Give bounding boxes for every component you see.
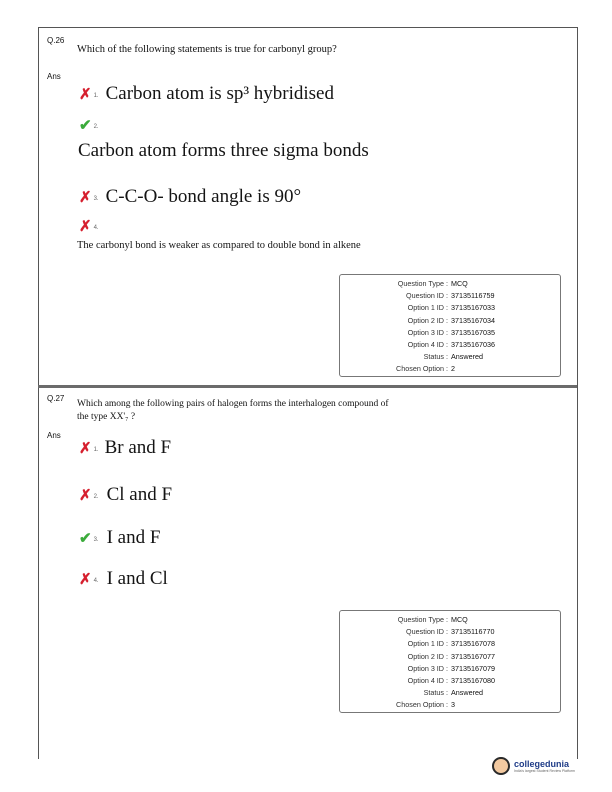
option-text: Br and F bbox=[104, 437, 172, 458]
option-text: I and F bbox=[106, 527, 161, 548]
option-text: C-C-O- bond angle is 90° bbox=[105, 186, 302, 207]
option-text: Carbon atom forms three sigma bonds bbox=[78, 140, 369, 161]
option-3 bbox=[79, 186, 301, 208]
question-meta-box bbox=[339, 274, 561, 377]
option-4 bbox=[79, 568, 168, 590]
meta-value: 37135167036 bbox=[451, 339, 495, 349]
option-number: 2. bbox=[93, 124, 99, 130]
check-icon: ✔ bbox=[79, 117, 92, 134]
meta-label: Option 3 ID : bbox=[407, 663, 448, 673]
meta-value: 37135116770 bbox=[451, 627, 495, 637]
logo-text bbox=[514, 759, 575, 773]
cross-icon: ✗ bbox=[79, 570, 92, 588]
option-3 bbox=[79, 527, 160, 549]
question-text: Which of the following statements is true for carbonyl group? bbox=[77, 44, 337, 55]
meta-value: 37135167080 bbox=[451, 675, 495, 685]
meta-label: Option 3 ID : bbox=[407, 327, 448, 337]
logo-name: collegedunia bbox=[514, 759, 570, 769]
question-divider bbox=[38, 385, 577, 388]
option-4-text-row bbox=[77, 240, 361, 251]
option-4 bbox=[79, 219, 99, 234]
meta-label: Chosen Option : bbox=[396, 364, 448, 374]
meta-value: 37135167033 bbox=[451, 303, 495, 313]
meta-label: Question Type : bbox=[397, 279, 448, 288]
meta-value: 37135116759 bbox=[451, 291, 495, 301]
meta-label: Status : bbox=[423, 688, 448, 698]
meta-label: Option 2 ID : bbox=[407, 651, 448, 661]
option-number: 3. bbox=[93, 536, 99, 543]
meta-value: MCQ bbox=[451, 279, 468, 288]
cross-icon: ✗ bbox=[79, 486, 92, 504]
meta-value: 37135167077 bbox=[451, 651, 495, 661]
option-number: 3. bbox=[93, 195, 99, 202]
option-text: Cl and F bbox=[106, 484, 173, 505]
option-text: I and Cl bbox=[106, 568, 168, 589]
meta-value: 37135167078 bbox=[451, 639, 495, 649]
meta-value: Answered bbox=[451, 352, 483, 362]
meta-value: MCQ bbox=[451, 615, 468, 624]
question-meta-box bbox=[339, 610, 561, 713]
cross-icon: ✗ bbox=[79, 439, 92, 457]
question-number: Q.26 bbox=[47, 36, 65, 45]
option-2 bbox=[79, 484, 172, 506]
meta-label: Chosen Option : bbox=[396, 700, 448, 710]
cross-icon: ✗ bbox=[79, 188, 92, 206]
option-1 bbox=[79, 83, 334, 105]
meta-label: Status : bbox=[423, 352, 448, 362]
option-2 bbox=[79, 118, 99, 133]
meta-label: Option 4 ID : bbox=[407, 675, 448, 685]
option-number: 4. bbox=[93, 225, 99, 231]
student-face-icon bbox=[492, 757, 510, 775]
question-text bbox=[77, 398, 389, 424]
meta-label: Question Type : bbox=[397, 615, 448, 624]
check-icon: ✔ bbox=[79, 529, 92, 547]
question-text-line: Which among the following pairs of halogen forms the interhalogen compound of bbox=[77, 399, 389, 409]
meta-label: Option 4 ID : bbox=[407, 339, 448, 349]
answer-label: Ans bbox=[47, 431, 61, 440]
option-1 bbox=[79, 437, 171, 459]
logo-tagline: India's largest Student Review Platform bbox=[514, 769, 575, 773]
meta-label: Option 1 ID : bbox=[407, 303, 448, 313]
meta-label: Question ID : bbox=[406, 291, 448, 301]
meta-label: Option 2 ID : bbox=[407, 315, 448, 325]
meta-value: 37135167079 bbox=[451, 663, 495, 673]
meta-value: 37135167034 bbox=[451, 315, 495, 325]
option-number: 1. bbox=[93, 446, 99, 453]
meta-label: Question ID : bbox=[406, 627, 448, 637]
cross-icon: ✗ bbox=[79, 218, 92, 235]
option-text: Carbon atom is sp³ hybridised bbox=[105, 83, 334, 104]
question-number: Q.27 bbox=[47, 394, 65, 403]
answer-label: Ans bbox=[47, 72, 61, 81]
option-number: 1. bbox=[93, 92, 99, 99]
question-text-line: the type XX'₇ ? bbox=[77, 412, 136, 422]
option-text: The carbonyl bond is weaker as compared to double bond in alkene bbox=[77, 240, 361, 251]
option-number: 2. bbox=[93, 493, 99, 500]
meta-value: 2 bbox=[451, 364, 455, 374]
option-number: 4. bbox=[93, 577, 99, 584]
meta-value: 37135167035 bbox=[451, 327, 495, 337]
meta-value: 3 bbox=[451, 700, 455, 710]
collegedunia-logo[interactable] bbox=[492, 757, 575, 775]
option-2-text-row bbox=[78, 140, 369, 162]
meta-label: Option 1 ID : bbox=[407, 639, 448, 649]
cross-icon: ✗ bbox=[79, 85, 92, 103]
meta-value: Answered bbox=[451, 688, 483, 698]
